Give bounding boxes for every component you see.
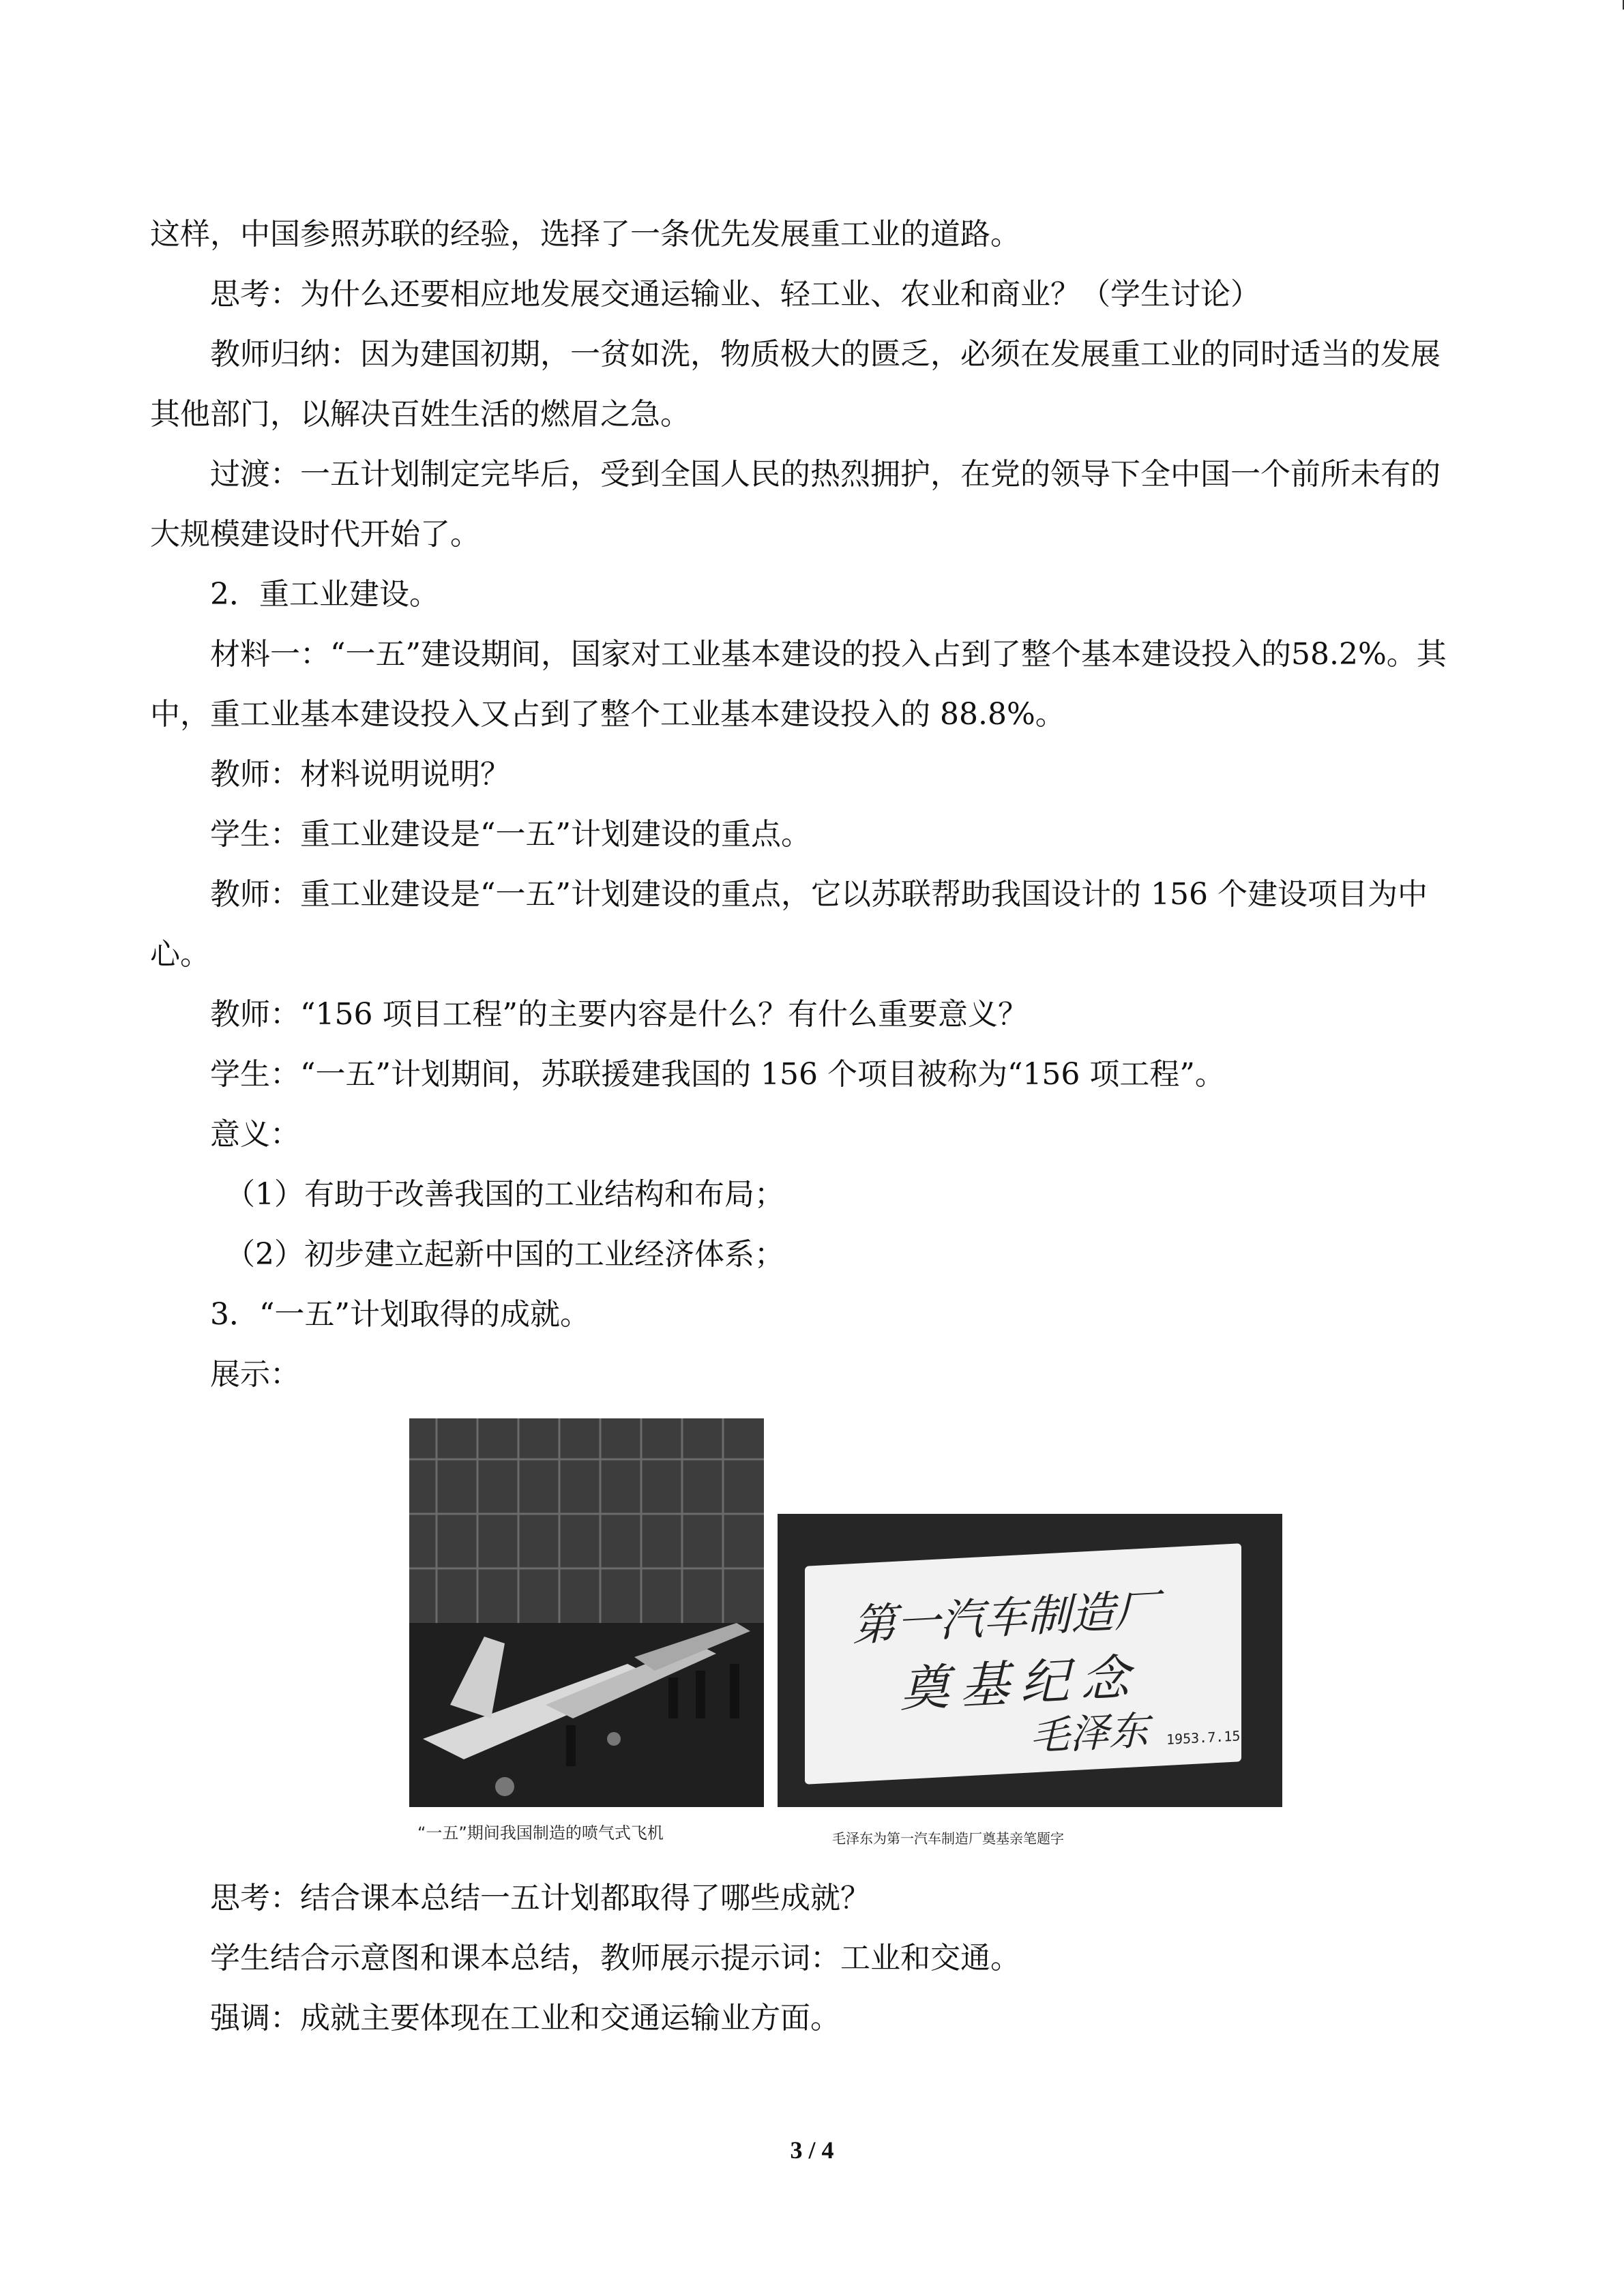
paragraph-teacher-q: 教师：材料说明说明？	[210, 757, 510, 792]
plaque-photo	[778, 1514, 1282, 1807]
plaque-date: 1953.7.15	[1166, 1727, 1241, 1748]
paragraph-3: 教师归纳：因为建国初期，一贫如洗，物质极大的匮乏，必须在发展重工业的同时适当的发展其他部门，以解决百姓生活的燃眉之急。	[150, 337, 1441, 432]
jet-factory-photo	[409, 1418, 764, 1807]
plaque-caption: 毛泽东为第一汽车制造厂奠基亲笔题字	[832, 1830, 1064, 1847]
jet-factory-illustration	[409, 1418, 764, 1807]
plaque-card	[805, 1543, 1241, 1785]
paragraph-student-a: 学生：重工业建设是“一五”计划建设的重点。	[210, 817, 811, 852]
paragraph-think: 思考：结合课本总结一五计划都取得了哪些成就？	[210, 1881, 870, 1915]
paragraph-teacher-question: 教师：“156 项目工程”的主要内容是什么？有什么重要意义？	[210, 997, 1028, 1032]
paragraph-display: 展示：	[210, 1357, 300, 1392]
paragraph-emphasis: 强调：成就主要体现在工业和交通运输业方面。	[210, 2001, 840, 2036]
plaque-signature: 毛泽东	[1030, 1707, 1149, 1760]
figure-group	[409, 1418, 1282, 1855]
list-item-2: （2）初步建立起新中国的工业经济体系；	[225, 1237, 784, 1272]
jet-caption: “一五”期间我国制造的喷气式飞机	[417, 1823, 664, 1843]
paragraph-student-summary: 学生结合示意图和课本总结，教师展示提示词：工业和交通。	[210, 1941, 1020, 1976]
page-number: 3 / 4	[790, 2136, 834, 2164]
paragraph-student-156: 学生：“一五”计划期间，苏联援建我国的 156 个项目被称为“156 项工程”。	[210, 1057, 1225, 1092]
paragraph-4: 过渡：一五计划制定完毕后，受到全国人民的热烈拥护，在党的领导下全中国一个前所未有的大规模建设时代开始了。	[150, 457, 1441, 552]
list-item-1: （1）有助于改善我国的工业结构和布局；	[225, 1177, 784, 1212]
paragraph-teacher-156: 教师：重工业建设是“一五”计划建设的重点，它以苏联帮助我国设计的 156 个建设项目为中心。	[150, 877, 1428, 972]
paragraph-2: 思考：为什么还要相应地发展交通运输业、轻工业、农业和商业？（学生讨论）	[210, 277, 1260, 312]
section-heading-2: 2．重工业建设。	[210, 577, 439, 612]
plaque-line-1: 第一汽车制造厂	[853, 1585, 1158, 1652]
paragraph-significance: 意义：	[210, 1117, 300, 1152]
plaque-line-2: 奠基纪念	[900, 1648, 1141, 1718]
section-heading-3: 3．“一五”计划取得的成就。	[210, 1297, 590, 1332]
paragraph-1: 这样，中国参照苏联的经验，选择了一条优先发展重工业的道路。	[150, 217, 1020, 252]
paragraph-material-1: 材料一：“一五”建设期间，国家对工业基本建设的投入占到了整个基本建设投入的58.2%。其中，重工业基本建设投入又占到了整个工业基本建设投入的 88.8%。	[150, 637, 1447, 732]
